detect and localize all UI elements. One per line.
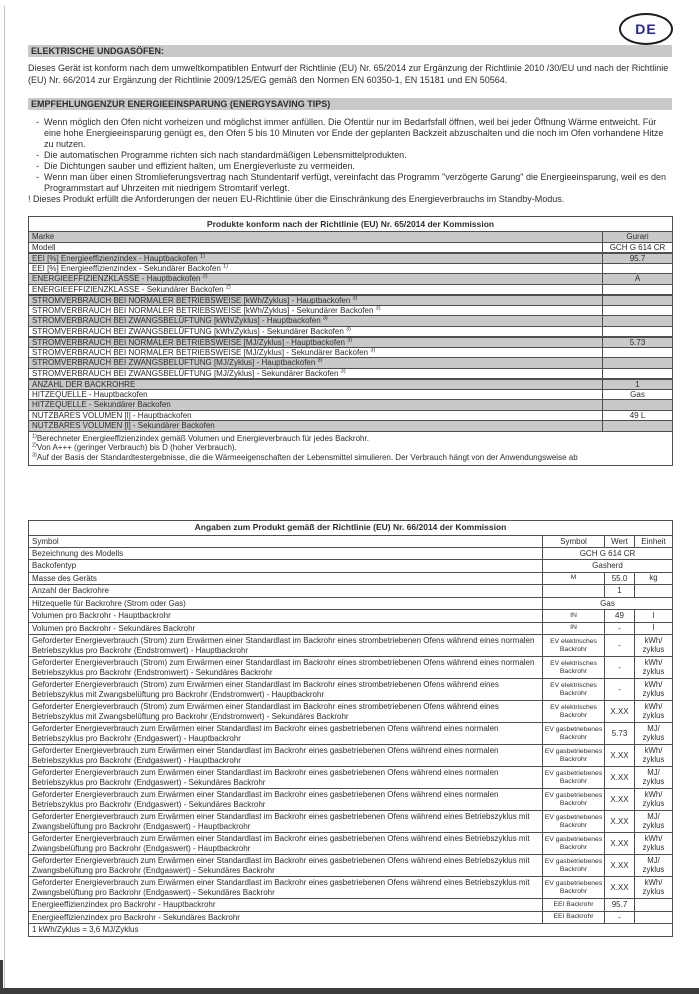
row-label: ENERGIEEFFIZIENZKLASSE - Sekundärer Backofen $^{2)}$ [29, 284, 603, 295]
row-label: Geforderter Energieverbrauch (Strom) zum Erwärmen einer Standardlast im Backrohr eines strombetriebenen Ofens während eines Betriebszyklus mit Zwangsbelüftung pro Backrohr (Endstromwert) - Hauptbackrohr [29, 679, 543, 701]
row-symbol: EV elektrisches Backrohr [543, 657, 605, 679]
table-row [29, 635, 673, 657]
row-symbol: EV gasbetriebenes Backrohr [543, 789, 605, 811]
row-label: Geforderter Energieverbrauch (Strom) zum Erwärmen einer Standardlast im Backrohr eines strombetriebenen Ofens während eines normalen Betriebszyklus pro Backrohr (Endstromwert) - Hauptbackrohr [29, 635, 543, 657]
row-unit: kWh/ zyklus [635, 635, 673, 657]
page-bottom-bar [0, 988, 699, 994]
row-unit: kWh/ zyklus [635, 701, 673, 723]
table-row [29, 379, 673, 390]
table-row [29, 421, 673, 432]
table-row [29, 767, 673, 789]
table-row [29, 547, 673, 560]
footnote-marker: 1) [32, 432, 37, 439]
row-symbol: IN [543, 622, 605, 635]
tip-item [28, 150, 672, 161]
tip-item [28, 161, 672, 172]
table-row [29, 326, 673, 337]
row-label: Energieeffizienzindex pro Backrohr - Hauptbackrohr [29, 899, 543, 912]
table-row [29, 295, 673, 306]
row-value [603, 368, 673, 379]
row-value: X.XX [605, 877, 635, 899]
row-value: 95.7 [605, 899, 635, 912]
table-row [29, 316, 673, 327]
row-value: X.XX [605, 701, 635, 723]
row-unit: kWh/ zyklus [635, 877, 673, 899]
row-value: - [605, 679, 635, 701]
row-label: Modell [29, 242, 603, 253]
table-row [29, 723, 673, 745]
footnote-line: $^{1)}$Berechneter Energieeffizienzindex gemäß Volumen und Energieverbrauch für jedes Backrohr. [32, 432, 369, 443]
table-row [29, 877, 673, 899]
row-label: Bezeichnung des Modells [29, 547, 543, 560]
footnote-marker: 3) [32, 451, 37, 458]
row-unit: MJ/ zyklus [635, 811, 673, 833]
footnote-marker: 3) [347, 336, 353, 343]
row-value: Gas [603, 389, 673, 400]
row-label: Geforderter Energieverbrauch (Strom) zum Erwärmen einer Standardlast im Backrohr eines strombetriebenen Ofens während eines normalen Betriebszyklus pro Backrohr (Endstromwert) - Sekundäres Backrohr [29, 657, 543, 679]
table-row [29, 389, 673, 400]
row-label: STROMVERBRAUCH BEI NORMALER BETRIEBSWEISE [MJ/Zyklus] - Hauptbackofen $^{3)}$ [29, 337, 603, 348]
column-header-wert: Wert [605, 535, 635, 547]
row-unit [635, 911, 673, 924]
row-label: Marke [29, 232, 603, 243]
row-unit: kg [635, 572, 673, 585]
row-value: GCH G 614 CR [603, 242, 673, 253]
footnote-marker: 3) [352, 294, 358, 301]
footnote-line: $^{2)}$Von A+++ (geringer Verbrauch) bis D (hoher Verbrauch). [32, 442, 237, 452]
footnote-marker: 3) [370, 347, 376, 354]
row-label: Hitzequelle für Backrohre (Strom oder Gas) [29, 597, 543, 610]
row-value [603, 305, 673, 316]
footnote-marker: 1) [199, 252, 205, 259]
row-value: X.XX [605, 789, 635, 811]
section-heading-energy-saving-tips: EMPFEHLUNGENZUR ENERGIEEINSPARUNG (ENERGYSAVING TIPS) [28, 98, 672, 110]
row-value: X.XX [605, 833, 635, 855]
row-symbol: EV elektrisches Backrohr [543, 701, 605, 723]
row-value [603, 326, 673, 337]
row-value [603, 295, 673, 306]
table-row [29, 572, 673, 585]
row-value: 1 [603, 379, 673, 390]
table-row [29, 911, 673, 924]
row-label: Geforderter Energieverbrauch (Strom) zum Erwärmen einer Standardlast im Backrohr eines strombetriebenen Ofens während eines Betriebszyklus mit Zwangsbelüftung pro Backrohr (Endstromwert) - Sekundäres Backrohr [29, 701, 543, 723]
row-label: Geforderter Energieverbrauch zum Erwärmen einer Standardlast im Backrohr eines gasbetriebenen Ofens während eines normalen Betriebszyklus pro Backrohr (Endgaswert) - Sekundäres Backrohr [29, 789, 543, 811]
table-row [29, 400, 673, 411]
table-row [29, 745, 673, 767]
footnote-marker: 2) [202, 273, 208, 280]
row-label: EEI [%] Energieeffizienzindex - Sekundärer Backofen $^{1)}$ [29, 263, 603, 274]
tip-item [28, 172, 672, 194]
table-row [29, 597, 673, 610]
table-row [29, 410, 673, 421]
tips-list [28, 117, 672, 194]
footnote-marker: 3) [317, 357, 323, 364]
page-left-edge [4, 6, 5, 994]
table-row [29, 274, 673, 285]
row-symbol: EV elektrisches Backrohr [543, 635, 605, 657]
row-unit: kWh/ zyklus [635, 657, 673, 679]
footnote-marker: 2) [32, 442, 37, 449]
tip-text: Die Dichtungen sauber und effizient halten, um Energieverluste zu vermeiden. [44, 161, 356, 171]
table-row [29, 899, 673, 912]
row-label: HITZEQUELLE - Hauptbackofen [29, 389, 603, 400]
table-row [29, 610, 673, 623]
row-value: 49 [605, 610, 635, 623]
row-unit: MJ/ zyklus [635, 767, 673, 789]
table1-body [29, 232, 673, 432]
table-row [29, 833, 673, 855]
row-symbol: EV gasbetriebenes Backrohr [543, 745, 605, 767]
table-row [29, 622, 673, 635]
table1-footnotes [29, 431, 673, 466]
row-symbol: EEI Backrohr [543, 911, 605, 924]
row-value: 5.73 [605, 723, 635, 745]
row-unit: kWh/ zyklus [635, 789, 673, 811]
row-value: 5.73 [603, 337, 673, 348]
tip-item [28, 117, 672, 150]
tip-dash: - [36, 150, 39, 160]
footnote-line: $^{3)}$Auf der Basis der Standardtestergebnisse, die die Wärmeeigenschaften der Lebensmittel simulieren. Der Verbrauch hängt von der Anwendungsweise ab [32, 451, 578, 462]
table-row [29, 585, 673, 598]
row-label: STROMVERBRAUCH BEI ZWANGSBELÜFTUNG [MJ/Zyklus] - Hauptbackofen $^{3)}$ [29, 358, 603, 369]
tip-dash: - [36, 172, 39, 182]
row-label: Geforderter Energieverbrauch zum Erwärmen einer Standardlast im Backrohr eines gasbetriebenen Ofens während eines normalen Betriebszyklus pro Backrohr (Endgaswert) - Hauptbackrohr [29, 723, 543, 745]
row-unit [635, 585, 673, 598]
row-value [603, 358, 673, 369]
footnote-marker: 1) [223, 263, 228, 270]
row-label: Geforderter Energieverbrauch zum Erwärmen einer Standardlast im Backrohr eines gasbetriebenen Ofens während eines Betriebszyklus mit Zwangsbelüftung pro Backrohr (Endgaswert) - Hauptbackrohr [29, 811, 543, 833]
row-value [603, 421, 673, 432]
row-label: STROMVERBRAUCH BEI NORMALER BETRIEBSWEISE [MJ/Zyklus] - Sekundärer Backofen $^{3)}$ [29, 347, 603, 358]
table2-title: Angaben zum Produkt gemäß der Richtlinie (EU) Nr. 66/2014 der Kommission [29, 521, 673, 536]
section-heading-electric-gas-ovens: ELEKTRISCHE UNDGASÖFEN: [28, 45, 672, 57]
table-row [29, 253, 673, 264]
row-value: X.XX [605, 855, 635, 877]
row-label: Geforderter Energieverbrauch zum Erwärmen einer Standardlast im Backrohr eines gasbetriebenen Ofens während eines Betriebszyklus mit Zwangsbelüftung pro Backrohr (Endgaswert) - Sekundäres Backrohr [29, 877, 543, 899]
footnote-marker: 2) [225, 283, 231, 290]
conversion-note: 1 kWh/Zyklus = 3,6 MJ/Zyklus [29, 924, 673, 937]
table1-title: Produkte konform nach der Richtlinie (EU) Nr. 65/2014 der Kommission [29, 217, 673, 232]
row-unit: MJ/ zyklus [635, 855, 673, 877]
row-value: 1 [605, 585, 635, 598]
row-unit: MJ/ zyklus [635, 723, 673, 745]
row-value: Gasherd [543, 560, 673, 573]
language-badge-label: DE [635, 21, 657, 37]
row-label: Volumen pro Backrohr - Sekundäres Backrohr [29, 622, 543, 635]
table-row [29, 811, 673, 833]
tip-text: Wenn möglich den Ofen nicht vorheizen und möglichst immer anfüllen. Die Ofentür nur im Bedarfsfall öffnen, weil bei jeder Öffnung Wärme entweicht. Für eine hohe Energieeinsparung genügt es, den Ofen 5 bis 10 Minuten vor Ende der geplanten Backzeit abzuschalten und die noch im Ofen vorhandene Hitze zu nutzen. [44, 117, 664, 149]
row-symbol: EEI Backrohr [543, 899, 605, 912]
tip-dash: - [36, 117, 39, 127]
column-header-symbol: Symbol [543, 535, 605, 547]
row-label: STROMVERBRAUCH BEI ZWANGSBELÜFTUNG [kWh/Zyklus] - Sekundärer Backofen $^{3)}$ [29, 326, 603, 337]
row-unit: l [635, 622, 673, 635]
footnote-marker: 3) [375, 305, 381, 312]
table-row [29, 560, 673, 573]
row-symbol: EV gasbetriebenes Backrohr [543, 723, 605, 745]
row-symbol [543, 585, 605, 598]
column-header-einheit: Einheit [635, 535, 673, 547]
row-value [603, 347, 673, 358]
row-value: 95.7 [603, 253, 673, 264]
table2-body [29, 547, 673, 936]
table2-header-row [29, 535, 673, 547]
table-row [29, 337, 673, 348]
footnote-marker: 3) [346, 325, 351, 332]
row-label: Geforderter Energieverbrauch zum Erwärmen einer Standardlast im Backrohr eines gasbetriebenen Ofens während eines normalen Betriebszyklus pro Backrohr (Endgaswert) - Sekundäres Backrohr [29, 767, 543, 789]
table-row [29, 924, 673, 937]
table-row [29, 242, 673, 253]
row-value: 55.0 [605, 572, 635, 585]
row-label: STROMVERBRAUCH BEI ZWANGSBELÜFTUNG [kWh/Zyklus] - Hauptbackofen $^{3)}$ [29, 316, 603, 327]
tip-text: Wenn man über einen Stromlieferungsvertrag nach Stundentarif verfügt, vereinfacht das Programm "verzögerte Garung" die Energieeinsparung, weil es den Programmstart auf Uhrzeiten mit niedrigem Stromtarif verlegt. [44, 172, 667, 193]
row-value: Gurari [603, 232, 673, 243]
row-value: X.XX [605, 811, 635, 833]
table2-title-row [29, 521, 673, 536]
row-value [603, 400, 673, 411]
row-symbol: EV gasbetriebenes Backrohr [543, 811, 605, 833]
row-label: ANZAHL DER BACKROHRE [29, 379, 603, 390]
table-row [29, 358, 673, 369]
row-value: - [605, 635, 635, 657]
row-symbol: IN [543, 610, 605, 623]
row-unit: l [635, 610, 673, 623]
table-row [29, 657, 673, 679]
table-row [29, 855, 673, 877]
row-label: EEI [%] Energieeffizienzindex - Hauptbackofen $^{1)}$ [29, 253, 603, 264]
row-value: GCH G 614 CR [543, 547, 673, 560]
table1-footnotes-row [29, 431, 673, 466]
row-symbol: EV gasbetriebenes Backrohr [543, 767, 605, 789]
row-label: Geforderter Energieverbrauch zum Erwärmen einer Standardlast im Backrohr eines gasbetriebenen Ofens während eines Betriebszyklus mit Zwangsbelüftung pro Backrohr (Endgaswert) - Sekundäres Backrohr [29, 855, 543, 877]
row-label: Geforderter Energieverbrauch zum Erwärmen einer Standardlast im Backrohr eines gasbetriebenen Ofens während eines normalen Betriebszyklus pro Backrohr (Endgaswert) - Hauptbackrohr [29, 745, 543, 767]
table-row [29, 701, 673, 723]
table1-title-row [29, 217, 673, 232]
footnote-marker: 3) [322, 315, 328, 322]
row-value [603, 284, 673, 295]
row-symbol: EV gasbetriebenes Backrohr [543, 833, 605, 855]
tip-dash: - [36, 161, 39, 171]
row-unit [635, 899, 673, 912]
table-row [29, 347, 673, 358]
row-symbol: M [543, 572, 605, 585]
row-symbol: EV gasbetriebenes Backrohr [543, 877, 605, 899]
table-row [29, 305, 673, 316]
tip-text: Die automatischen Programme richten sich nach standardmäßigen Lebensmittelprodukten. [44, 150, 407, 160]
row-unit: kWh/ zyklus [635, 745, 673, 767]
table-product-info-regulation-66-2014 [28, 520, 673, 937]
row-label: NUTZBARES VOLUMEN [l] - Hauptbackofen [29, 410, 603, 421]
row-label: HITZEQUELLE - Sekundärer Backofen [29, 400, 603, 411]
row-value: Gas [543, 597, 673, 610]
column-header-symbol-label: Symbol [29, 535, 543, 547]
row-label: Energieeffizienzindex pro Backrohr - Sekundäres Backrohr [29, 911, 543, 924]
page-content [28, 0, 672, 937]
row-value: - [605, 622, 635, 635]
row-value: - [605, 911, 635, 924]
footnote-marker: 3) [340, 367, 346, 374]
row-value [603, 263, 673, 274]
row-label: ENERGIEEFFIZIENZKLASSE - Hauptbackofen $^{2)}$ [29, 274, 603, 285]
table-row [29, 284, 673, 295]
conformity-paragraph: Dieses Gerät ist konform nach dem umweltkompatiblen Entwurf der Richtlinie (EU) Nr. 65/2014 zur Ergänzung der Richtlinie 2010 /30/EU und nach der Richtlinie (EU) Nr. 66/2014 zur Ergänzung der Richtlinie 2009/125/EG gemäß den Normen EN 60350-1, EN 15181 und EN 50564. [28, 63, 669, 85]
table-row [29, 263, 673, 274]
table-row [29, 789, 673, 811]
row-unit: kWh/ zyklus [635, 833, 673, 855]
row-value [603, 316, 673, 327]
row-label: Backofentyp [29, 560, 543, 573]
row-value: X.XX [605, 745, 635, 767]
row-unit: kWh/ zyklus [635, 679, 673, 701]
table-row [29, 679, 673, 701]
row-label: Geforderter Energieverbrauch zum Erwärmen einer Standardlast im Backrohr eines gasbetriebenen Ofens während eines Betriebszyklus mit Zwangsbelüftung pro Backrohr (Endgaswert) - Hauptbackrohr [29, 833, 543, 855]
row-label: STROMVERBRAUCH BEI NORMALER BETRIEBSWEISE [kWh/Zyklus] - Hauptbackofen $^{3)}$ [29, 295, 603, 306]
row-value: - [605, 657, 635, 679]
table-row [29, 232, 673, 243]
standby-note: ! Dieses Produkt erfüllt die Anforderungen der neuen EU-Richtlinie über die Einschränkung des Energieverbrauchs im Standby-Modus. [28, 194, 565, 204]
row-label: STROMVERBRAUCH BEI ZWANGSBELÜFTUNG [MJ/Zyklus] - Sekundärer Backofen $^{3)}$ [29, 368, 603, 379]
row-label: Masse des Geräts [29, 572, 543, 585]
row-value: 49 L [603, 410, 673, 421]
row-label: STROMVERBRAUCH BEI NORMALER BETRIEBSWEISE [kWh/Zyklus] - Sekundärer Backofen $^{3)}$ [29, 305, 603, 316]
row-symbol: EV gasbetriebenes Backrohr [543, 855, 605, 877]
row-value: X.XX [605, 767, 635, 789]
row-symbol: EV elektrisches Backrohr [543, 679, 605, 701]
row-label: Anzahl der Backrohre [29, 585, 543, 598]
table-row [29, 368, 673, 379]
row-label: Volumen pro Backrohr - Hauptbackrohr [29, 610, 543, 623]
row-label: NUTZBARES VOLUMEN [l] - Sekundärer Backofen [29, 421, 603, 432]
table-products-regulation-65-2014 [28, 216, 673, 466]
row-value: A [603, 274, 673, 285]
